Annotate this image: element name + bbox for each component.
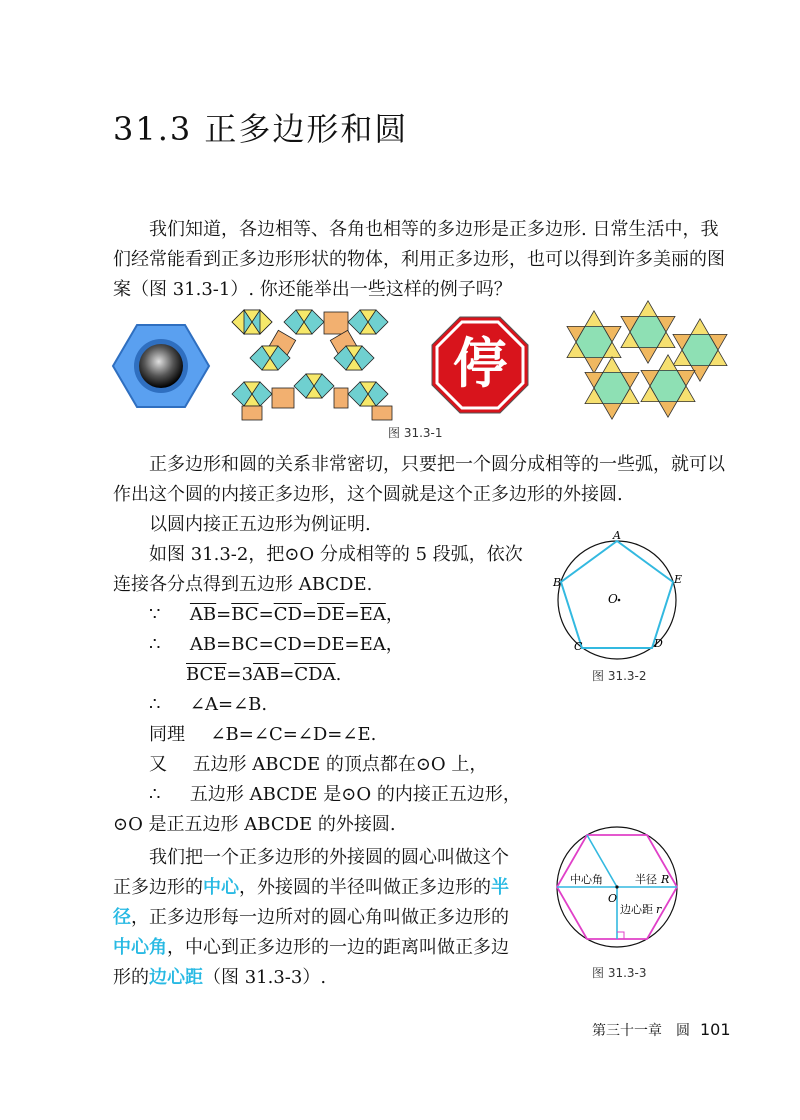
- page-number: 101: [700, 1020, 731, 1039]
- vertex-label-d: D: [654, 637, 663, 650]
- proof-similar-line: [149, 720, 376, 750]
- figure-31-3-1-caption: 图 31.3-1: [388, 426, 443, 440]
- stop-sign-image: [430, 315, 530, 415]
- term-central-angle: 中心角: [113, 937, 167, 958]
- section-title: 31.3 正多边形和圆: [113, 110, 409, 148]
- center-label-o-3: O: [608, 892, 618, 905]
- vertex-label-e: E: [674, 573, 683, 586]
- figure-31-3-2: [550, 529, 720, 675]
- page-footer: [592, 1020, 731, 1040]
- proof-inscribed-line: [149, 780, 521, 810]
- equals: =: [279, 664, 295, 685]
- you-label: 又: [149, 754, 167, 775]
- tiling-triangle: [585, 311, 603, 327]
- figure-31-3-3: [550, 825, 690, 955]
- arc-cda: $\overline{CDA}$: [294, 664, 336, 685]
- intro-line-1: 我们知道，各边相等、各角也相等的多边形是正多边形. 日常生活中，我: [149, 219, 719, 240]
- apothem-symbol: r: [656, 903, 662, 916]
- arc-ab: $\overline{AB}$: [189, 604, 217, 625]
- comma: ，: [385, 604, 404, 625]
- arc-de: $\overline{DE}$: [317, 604, 345, 625]
- inscribed-statement: 五边形 ABCDE 是⊙O 的内接正五边形，: [189, 784, 521, 805]
- definition-line-5: [113, 963, 326, 993]
- proof-circum-line: ⊙O 是正五边形 ABCDE 的外接圆.: [113, 814, 396, 835]
- intro-line-3: 案（图 31.3-1）. 你还能举出一些这样的例子吗？: [113, 279, 512, 300]
- apothem-label: 边心距: [620, 903, 653, 916]
- angle-a-b: ∠A=∠B.: [189, 694, 268, 715]
- term-apothem: 边心距: [149, 967, 203, 988]
- definition-text: 正多边形的: [113, 877, 203, 898]
- proof-vertices-line: [149, 750, 487, 780]
- radius-symbol: R: [661, 873, 670, 886]
- term-radius-part2: 径: [113, 907, 131, 928]
- period: .: [335, 664, 342, 685]
- therefore-symbol: ∴: [149, 634, 161, 655]
- equals: =: [344, 604, 360, 625]
- equals: =: [258, 604, 274, 625]
- right-angle-mark: [617, 932, 624, 939]
- intro-line-2: 们经常能看到正多边形形状的物体，利用正多边形，也可以得到许多美丽的图: [113, 249, 725, 270]
- tiling-triangle: [603, 404, 621, 420]
- vertices-on-circle: 五边形 ABCDE 的顶点都在⊙O 上，: [192, 754, 488, 775]
- tiling-pattern-1: [222, 308, 402, 420]
- tiling-pattern-2: [560, 310, 720, 420]
- tiling-triangle: [639, 348, 657, 364]
- vertex-label-c: C: [574, 640, 583, 653]
- arc-bce: $\overline{BCE}$: [186, 664, 227, 685]
- proof-big-arcs-line: [186, 660, 341, 690]
- definition-text: ，中心到正多边形的一边的距离叫做正多边: [167, 937, 509, 958]
- term-center: 中心: [203, 877, 239, 898]
- definition-text: 形的: [113, 967, 149, 988]
- arc-cd: $\overline{CD}$: [273, 604, 302, 625]
- tiling-triangle: [585, 358, 603, 374]
- definition-text: （图 31.3-3）.: [203, 967, 327, 988]
- proof-angle-line: [149, 690, 267, 720]
- three-prefix: =3: [226, 664, 254, 685]
- arc-bc: $\overline{BC}$: [231, 604, 259, 625]
- tiling-triangle: [691, 319, 709, 335]
- equals: =: [301, 604, 317, 625]
- term-radius-part1: 半: [491, 877, 509, 898]
- center-point: [618, 599, 621, 602]
- definition-text: ，正多边形每一边所对的圆心角叫做正多边形的: [131, 907, 509, 928]
- tiling-triangle: [603, 357, 621, 373]
- proof-chords-line: [149, 630, 404, 660]
- hex-nut-image: [110, 318, 210, 418]
- stop-sign-text: 停: [453, 332, 507, 395]
- definition-line-4: [113, 933, 509, 963]
- tiling-triangle: [659, 402, 677, 418]
- center-angle-label: 中心角: [570, 873, 603, 886]
- chords-equal: AB=BC=CD=DE=EA，: [189, 634, 404, 655]
- tiling-triangle: [639, 301, 657, 317]
- arc-ea: $\overline{EA}$: [359, 604, 386, 625]
- definition-text: ，外接圆的半径叫做正多边形的: [239, 877, 491, 898]
- vertex-label-b: B: [553, 576, 562, 589]
- chapter-label: 第三十一章 圆: [592, 1023, 690, 1039]
- figure-31-3-3-caption: 图 31.3-3: [592, 966, 647, 980]
- definition-line-1: 我们把一个正多边形的外接圆的圆心叫做这个: [149, 847, 509, 868]
- figure-31-3-2-caption: 图 31.3-2: [592, 669, 647, 683]
- center-label-o: O: [608, 592, 618, 606]
- relation-line-2: 作出这个圆的内接正多边形，这个圆就是这个正多边形的外接圆.: [113, 484, 623, 505]
- proof-line-2: 连接各分点得到五边形 ABCDE.: [113, 574, 373, 595]
- proof-arcs-line: [149, 600, 404, 630]
- equals: =: [216, 604, 232, 625]
- relation-line-3: 以圆内接正五边形为例证明.: [149, 514, 371, 535]
- angles-rest: ∠B=∠C=∠D=∠E.: [210, 724, 377, 745]
- relation-line-1: 正多边形和圆的关系非常密切，只要把一个圆分成相等的一些弧，就可以: [149, 454, 725, 475]
- proof-line-1: 如图 31.3-2，把⊙O 分成相等的 5 段弧，依次: [149, 544, 523, 565]
- center-point-3: [615, 885, 618, 888]
- tongli-label: 同理: [149, 724, 185, 745]
- definition-line-3: [113, 903, 509, 933]
- arc-ab-2: $\overline{AB}$: [253, 664, 280, 685]
- vertex-label-a: A: [613, 529, 621, 542]
- radius-label: 半径: [635, 873, 657, 886]
- therefore-symbol-2: ∴: [149, 694, 161, 715]
- therefore-symbol-3: ∴: [149, 784, 161, 805]
- because-symbol: ∵: [149, 604, 161, 625]
- definition-line-2: [113, 873, 509, 903]
